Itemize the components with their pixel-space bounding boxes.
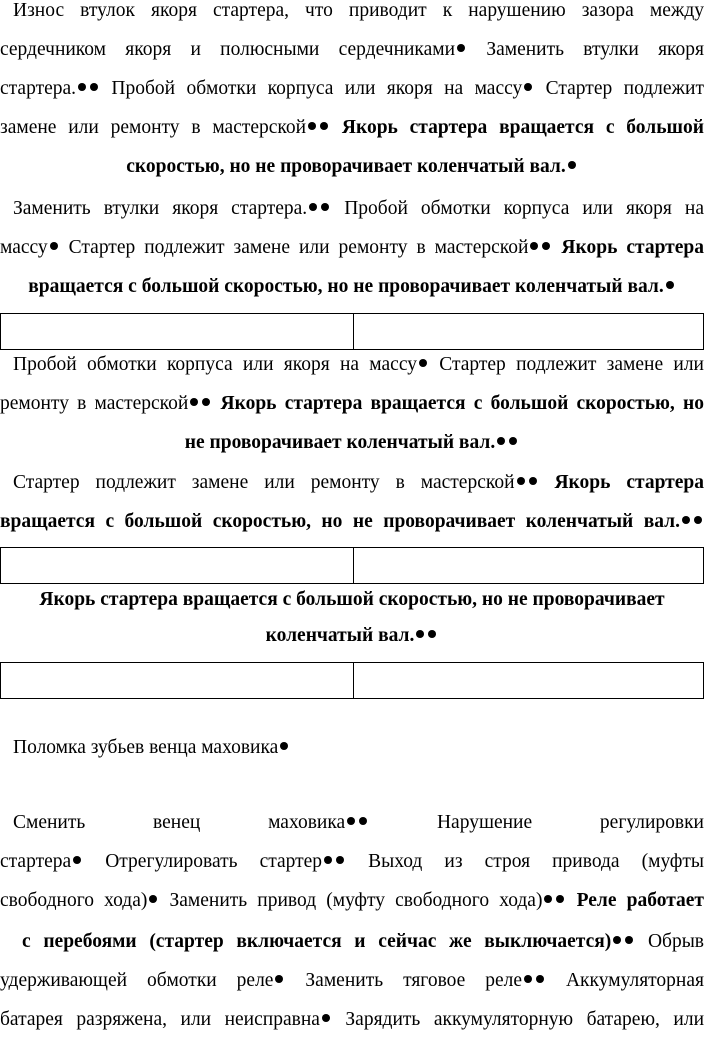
text-run: ремонту в мастерской [0,393,189,414]
bold-text-run: вращается с большой скоростью, но не проворачивает коленчатый вал. [28,276,664,297]
text-run: Поломка зубьев венца маховика [13,737,279,758]
bullet-dot-icon [275,975,283,983]
text-run: свободного хода) [0,890,148,911]
text-run: массу [0,237,48,258]
text-run: замене или ремонту в мастерской [0,117,307,138]
bullet-dot-icon [416,630,424,638]
text-run: Стартер подлежит замене или ремонту в мастерской [13,472,515,493]
text-line [0,735,704,761]
bullet-dot-icon [78,83,86,91]
text-line [0,888,704,914]
text-run: Сменить венец маховика [13,812,346,833]
text-run: Стартер подлежит замене или ремонту в мастерской [59,237,529,258]
table-cell [1,548,354,583]
bullet-dot-icon [320,122,328,130]
bullet-dot-icon [497,437,505,445]
text-run: Выход из строя привода (муфты [346,851,704,872]
bullet-dot-icon [529,477,537,485]
text-run: Стартер подлежит [534,78,704,99]
bullet-dot-icon [524,83,532,91]
bullet-dot-icon [666,281,674,289]
bullet-dot-icon [536,975,544,983]
text-line [0,849,704,875]
text-line [0,810,704,836]
bullet-dot-icon [694,516,702,524]
bullet-dot-icon [73,856,81,864]
text-run: Зарядить аккумуляторную батарею, или [331,1009,704,1030]
empty-table-row [0,313,704,350]
text-line [0,0,704,24]
text-run: Пробой обмотки корпуса или якоря на [331,198,704,219]
bold-text-run: с перебоями (стартер включается и сейчас же выключается) [22,931,612,952]
text-line [0,391,704,417]
bullet-dot-icon [90,83,98,91]
bullet-dot-icon [359,817,367,825]
text-line [0,37,704,63]
text-run: Обрыв [635,931,704,952]
bullet-dot-icon [524,975,532,983]
text-line [0,587,704,613]
bullet-dot-icon [308,122,316,130]
bullet-dot-icon [336,856,344,864]
table-cell [354,663,703,698]
bold-text-run: Якорь стартера [538,472,704,493]
text-line [0,968,704,994]
text-line [0,352,704,378]
bullet-dot-icon [309,203,317,211]
text-line [0,623,704,649]
text-run: удерживающей обмотки реле [0,970,274,991]
empty-table-row [0,662,704,699]
bullet-dot-icon [517,477,525,485]
text-run: стартера [0,851,72,872]
text-run: стартера. [0,78,77,99]
text-run: Отрегулировать стартер [83,851,323,872]
text-line [0,1007,704,1033]
text-run: Износ втулок якоря стартера, что приводит к нарушению зазора между [13,0,704,21]
bold-text-run: вращается с большой скоростью, но не проворачивает коленчатый вал. [0,511,680,532]
bullet-dot-icon [280,742,288,750]
empty-table-row [0,547,704,584]
text-run: Аккумуляторная [546,970,704,991]
text-line [0,274,704,300]
bold-text-run: Якорь стартера вращается с большой скоростью, но не проворачивает [39,589,665,610]
table-cell [1,663,354,698]
bullet-dot-icon [428,630,436,638]
bold-text-run: не проворачивает коленчатый вал. [184,432,496,453]
bullet-dot-icon [530,242,538,250]
bullet-dot-icon [457,44,465,52]
text-run: Заменить втулки якоря [467,39,704,60]
bold-text-run: коленчатый вал. [265,625,415,646]
bullet-dot-icon [347,817,355,825]
bullet-dot-icon [613,936,621,944]
table-cell [1,314,354,349]
bold-text-run: Якорь стартера [552,237,704,258]
bold-text-run: Якорь стартера вращается с большой скоростью, но [212,393,704,414]
bold-text-run: Реле работает [566,890,704,911]
bullet-dot-icon [682,516,690,524]
bullet-dot-icon [544,895,552,903]
text-line [0,470,704,496]
table-cell [354,548,703,583]
text-line [0,430,704,456]
text-run: Заменить привод (муфту свободного хода) [159,890,543,911]
text-run: сердечником якоря и полюсными сердечниками [0,39,456,60]
text-line [0,196,704,222]
text-line [0,509,704,535]
text-line [0,235,704,261]
bullet-dot-icon [568,161,576,169]
text-line [0,154,704,180]
bullet-dot-icon [509,437,517,445]
bullet-dot-icon [556,895,564,903]
bullet-dot-icon [149,895,157,903]
text-run: Пробой обмотки корпуса или якоря на массу [100,78,523,99]
text-line [0,76,704,102]
text-run: Стартер подлежит замене или [428,354,704,375]
bold-text-run: Якорь стартера вращается с большой [330,117,704,138]
bullet-dot-icon [324,856,332,864]
bold-text-run: скоростью, но не проворачивает коленчатый вал. [126,156,566,177]
bullet-dot-icon [322,1014,330,1022]
bullet-dot-icon [419,359,427,367]
text-line [0,929,704,955]
bullet-dot-icon [321,203,329,211]
text-run: Пробой обмотки корпуса или якоря на массу [13,354,417,375]
text-run: Заменить тяговое реле [285,970,523,991]
table-cell [354,314,703,349]
text-run: батарея разряжена, или неисправна [0,1009,320,1030]
text-run: Заменить втулки якоря стартера. [13,198,308,219]
bullet-dot-icon [625,936,633,944]
text-line [0,115,704,141]
bullet-dot-icon [202,398,210,406]
bullet-dot-icon [50,242,58,250]
bullet-dot-icon [542,242,550,250]
text-run: Нарушение регулировки [369,812,704,833]
bullet-dot-icon [190,398,198,406]
